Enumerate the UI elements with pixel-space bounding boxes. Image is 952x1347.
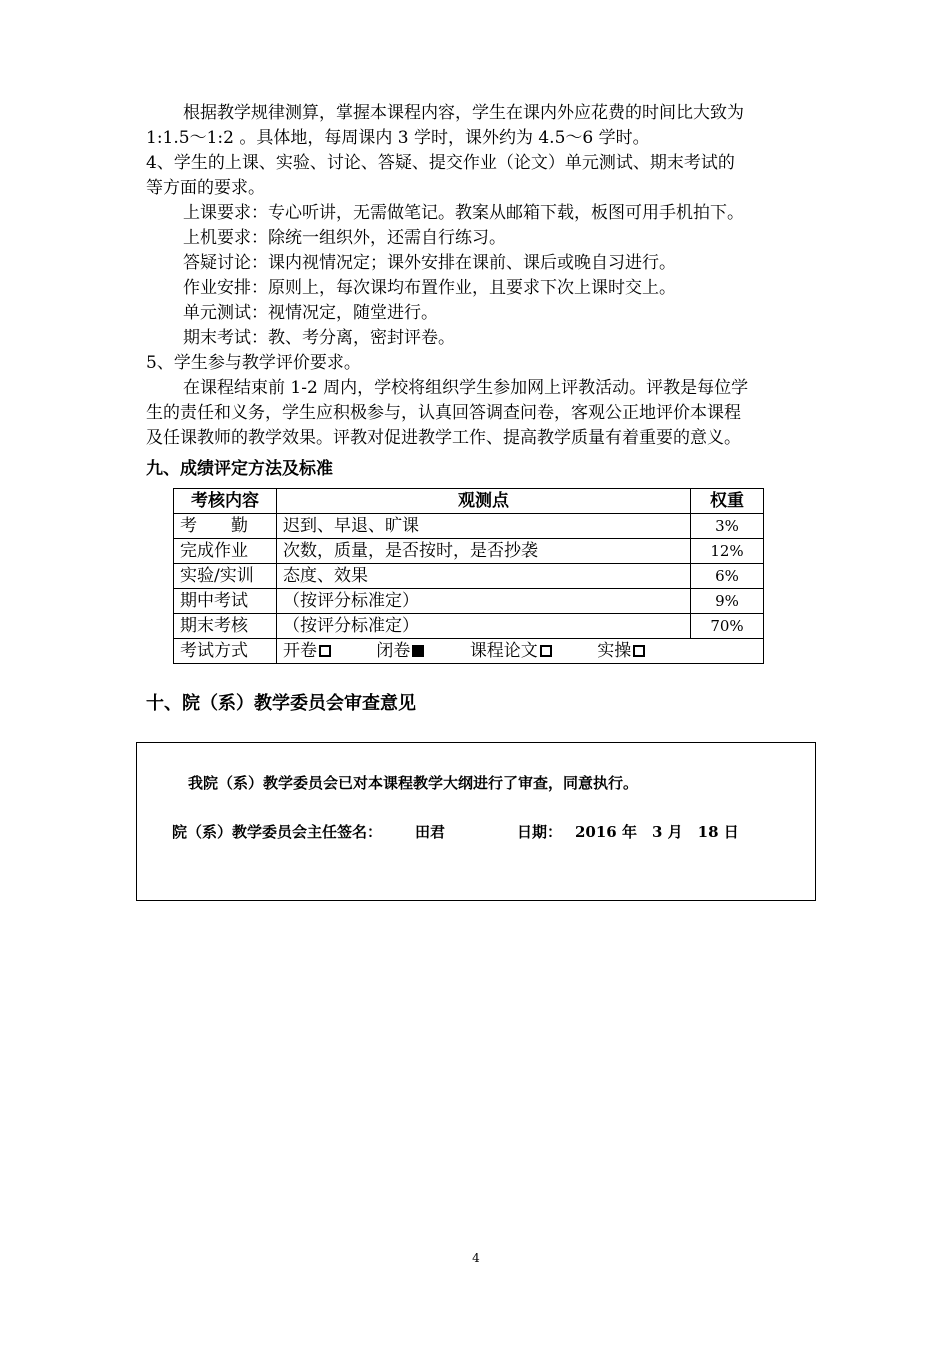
section10-heading: 十、院（系）教学委员会审查意见: [146, 693, 416, 714]
checkbox-icon[interactable]: [319, 645, 331, 657]
table-row: [174, 564, 764, 589]
requirement-unit-test: 单元测试：视情况定，随堂进行。: [183, 303, 438, 323]
item4-title-line-1: 4、学生的上课、实验、讨论、答疑、提交作业（论文）单元测试、期末考试的: [146, 153, 735, 173]
table-row: [174, 614, 764, 639]
checkbox-checked-icon[interactable]: [412, 645, 424, 657]
requirement-qa: 答疑讨论：课内视情况定；课外安排在课前、课后或晚自习进行。: [183, 253, 676, 273]
exam-mode-paper-label: 课程论文: [469, 641, 538, 661]
exam-mode-practical-label: 实操: [597, 641, 632, 661]
section9-heading: 九、成绩评定方法及标准: [146, 459, 333, 479]
checkbox-icon[interactable]: [540, 645, 552, 657]
row-item: 考 勤: [174, 514, 277, 539]
time-paragraph-line-2: 1:1.5～1:2 。具体地，每周课内 3 学时，课外约为 4.5～6 学时。: [146, 128, 650, 148]
page-number: 4: [472, 1251, 480, 1265]
requirement-class: 上课要求：专心听讲，无需做笔记。教案从邮箱下载，板图可用手机拍下。: [183, 203, 744, 223]
row-item: 实验/实训: [174, 564, 277, 589]
row-point: 次数，质量，是否按时，是否抄袭: [277, 539, 691, 564]
requirement-lab: 上机要求：除统一组织外，还需自行练习。: [183, 228, 506, 248]
exam-mode-row: [174, 639, 764, 664]
item5-line-2: 生的责任和义务，学生应积极参与，认真回答调查问卷，客观公正地评价本课程: [146, 403, 741, 423]
row-item: 完成作业: [174, 539, 277, 564]
table-row: [174, 514, 764, 539]
row-point: 态度、效果: [277, 564, 691, 589]
grading-table: [173, 488, 764, 664]
item5-line-3: 及任课教师的教学效果。评教对促进教学工作、提高教学质量有着重要的意义。: [146, 428, 741, 448]
date-value: 2016 年 3 月 18 日: [575, 823, 739, 841]
table-row: [174, 589, 764, 614]
date-label: 日期：: [517, 823, 563, 841]
exam-mode-open[interactable]: [283, 641, 331, 661]
grading-table-header: [174, 489, 764, 514]
signer-label: 院（系）教学委员会主任签名：: [172, 823, 383, 841]
exam-mode-closed[interactable]: [376, 641, 424, 661]
header-weight: 权重: [691, 489, 764, 514]
header-item: 考核内容: [174, 489, 277, 514]
row-point: （按评分标准定）: [277, 614, 691, 639]
exam-mode-paper[interactable]: [470, 641, 552, 661]
row-point: 迟到、早退、旷课: [277, 514, 691, 539]
review-statement: 我院（系）教学委员会已对本课程教学大纲进行了审查，同意执行。: [188, 774, 639, 792]
row-point: （按评分标准定）: [277, 589, 691, 614]
item4-title-line-2: 等方面的要求。: [146, 178, 265, 198]
row-weight: 12%: [691, 539, 764, 564]
item5-line-1: 在课程结束前 1-2 周内，学校将组织学生参加网上评教活动。评教是每位学: [183, 378, 749, 398]
exam-mode-open-label: 开卷: [283, 641, 317, 661]
item5-title: 5、学生参与教学评价要求。: [146, 353, 361, 373]
signer-name: 田君: [415, 823, 446, 841]
exam-mode-options: [277, 639, 764, 664]
exam-mode-label: 考试方式: [174, 639, 277, 664]
review-opinion-box: [136, 742, 816, 901]
row-weight: 3%: [691, 514, 764, 539]
time-paragraph-line-1: 根据教学规律测算，掌握本课程内容，学生在课内外应花费的时间比大致为: [183, 103, 744, 123]
exam-mode-practical[interactable]: [597, 641, 645, 661]
requirement-final-exam: 期末考试：教、考分离，密封评卷。: [183, 328, 455, 348]
row-weight: 9%: [691, 589, 764, 614]
header-point: 观测点: [277, 489, 691, 514]
exam-mode-closed-label: 闭卷: [376, 641, 411, 661]
table-row: [174, 539, 764, 564]
row-item: 期中考试: [174, 589, 277, 614]
row-weight: 70%: [691, 614, 764, 639]
row-weight: 6%: [691, 564, 764, 589]
checkbox-icon[interactable]: [633, 645, 645, 657]
requirement-homework: 作业安排：原则上，每次课均布置作业，且要求下次上课时交上。: [183, 278, 676, 298]
row-item: 期末考核: [174, 614, 277, 639]
